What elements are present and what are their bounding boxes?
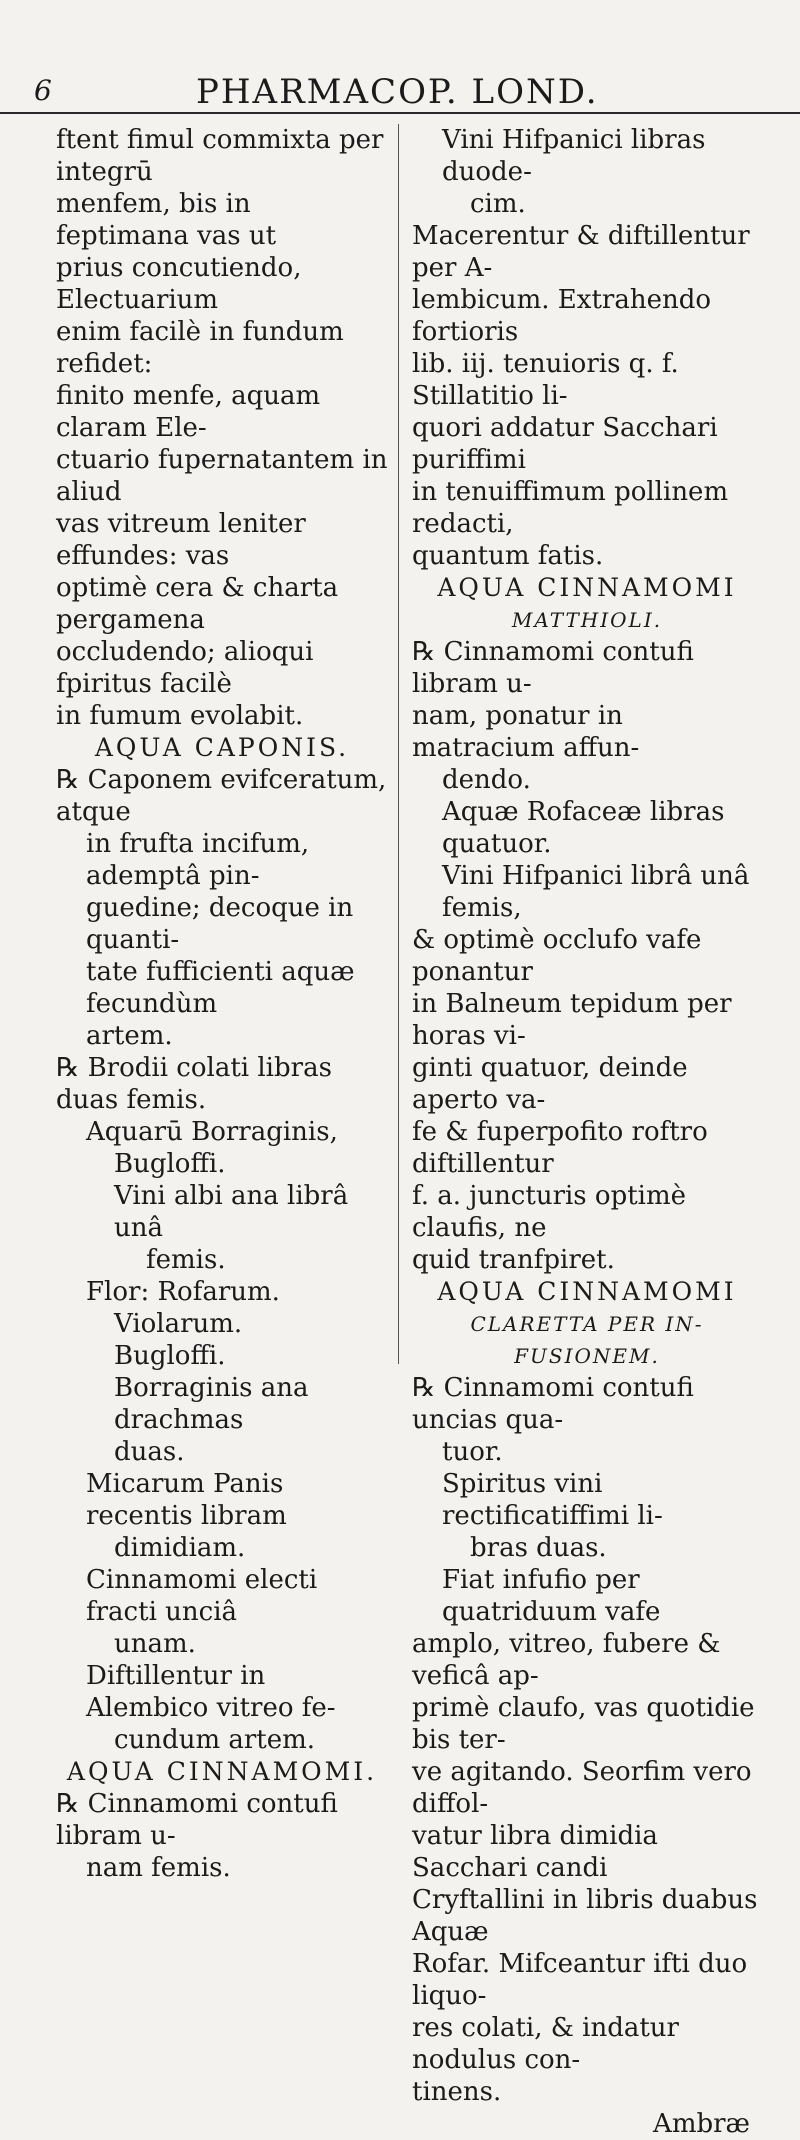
text-line: ℞ Cinnamomi contufi uncias qua- <box>412 1373 694 1435</box>
ingredient-line: Violarum. <box>114 1309 243 1339</box>
text-line: fe & fuperpofito roftro diftillentur <box>412 1117 708 1179</box>
text-line: cundum artem. <box>114 1725 316 1755</box>
text-line: Rofar. Mifceantur ifti duo liquo- <box>412 1949 748 2011</box>
text-line: occludendo; alioqui fpiritus facilè <box>56 637 314 699</box>
text-line: in Balneum tepidum per horas vi- <box>412 989 732 1051</box>
text-line: lembicum. Extrahendo fortioris <box>412 285 711 347</box>
ingredient-line: dimidiam. <box>114 1533 246 1563</box>
section-subheading-matthioli: MATTHIOLI. <box>511 608 663 632</box>
recipe-cinnamomi-continued <box>412 124 762 572</box>
ingredient-line: Vini Hifpanici librâ unâ femis, <box>442 861 750 923</box>
ingredient-line: Vini albi ana librâ unâ <box>114 1181 349 1243</box>
text-line: quantum fatis. <box>412 541 604 571</box>
text-line: tate fufficienti aquæ fecundùm <box>86 957 355 1019</box>
text-line: in frufta incifum, ademptâ pin- <box>86 829 310 891</box>
text-line: optimè cera & charta pergamena <box>56 573 339 635</box>
text-line: Diftillentur in Alembico vitreo fe- <box>86 1661 336 1723</box>
ingredient-line: unam. <box>114 1629 196 1659</box>
text-line: res colati, & indatur nodulus con- <box>412 2013 679 2075</box>
text-line: ℞ Cinnamomi contufi libram u- <box>412 637 694 699</box>
text-line: ctuario fupernatantem in aliud <box>56 445 388 507</box>
text-line: nam, ponatur in matracium affun- <box>412 701 640 763</box>
section-heading-aqua-cinnamomi: AQUA CINNAMOMI. <box>66 1757 378 1786</box>
text-line: primè claufo, vas quotidie bis ter- <box>412 1693 755 1755</box>
text-line: guedine; decoque in quanti- <box>86 893 354 955</box>
text-line: quori addatur Sacchari puriffimi <box>412 413 718 475</box>
text-line: finito menfe, aquam claram Ele- <box>56 381 321 443</box>
section-subheading-claretta: CLARETTA PER IN- <box>470 1312 704 1336</box>
ingredient-line: Spiritus vini rectificatiffimi li- <box>442 1469 663 1531</box>
ingredient-line: Flor: Rofarum. <box>86 1277 280 1307</box>
intro-paragraph <box>56 124 388 732</box>
text-line: tuor. <box>442 1437 503 1467</box>
text-line: amplo, vitreo, fubere & veficâ ap- <box>412 1629 721 1691</box>
ingredient-line: duas. <box>114 1437 185 1467</box>
text-line: enim facilè in fundum refidet: <box>56 317 344 379</box>
section-heading-aqua-caponis: AQUA CAPONIS. <box>94 733 350 762</box>
text-line: vas vitreum leniter effundes: vas <box>56 509 306 571</box>
text-line: ℞ Cinnamomi contufi libram u- <box>56 1789 338 1851</box>
section-heading-aqua-cinnamomi-claretta: AQUA CINNAMOMI <box>437 1277 737 1306</box>
ingredient-line: bras duas. <box>470 1533 607 1563</box>
text-line: tinens. <box>412 2077 502 2107</box>
left-column <box>56 124 388 1884</box>
running-title: PHARMACOP. LOND. <box>196 72 599 112</box>
text-line: quid tranfpiret. <box>412 1245 615 1275</box>
text-line: menfem, bis in feptimana vas ut <box>56 189 277 251</box>
ingredient-line: Borraginis ana drachmas <box>114 1373 309 1435</box>
text-line: in fumum evolabit. <box>56 701 304 731</box>
ingredient-line: Aquæ Rofaceæ libras quatuor. <box>442 797 725 859</box>
text-line: ginti quatuor, deinde aperto va- <box>412 1053 688 1115</box>
text-line: Fiat infufio per quatriduum vafe <box>442 1565 661 1627</box>
recipe-claretta <box>412 1372 762 2108</box>
text-line: in tenuiffimum pollinem redacti, <box>412 477 729 539</box>
text-line: ftent fimul commixta per integrū <box>56 125 384 187</box>
ingredient-line: Micarum Panis recentis libram <box>86 1469 287 1531</box>
text-line: ve agitando. Seorfim vero diffol- <box>412 1757 752 1819</box>
catchword: Ambræ <box>653 2109 750 2139</box>
recipe-cinnamomi <box>56 1788 388 1884</box>
page-number: 6 <box>34 74 52 107</box>
recipe-matthioli <box>412 636 762 1276</box>
ingredient-line: Cinnamomi electi fracti unciâ <box>86 1565 318 1627</box>
ingredient-line: ℞ Brodii colati libras duas femis. <box>56 1053 332 1115</box>
ingredient-line: Aquarū Borraginis, <box>86 1117 338 1147</box>
ingredient-line: Vini Hifpanici libras duode- <box>442 125 706 187</box>
column-divider <box>398 124 399 1364</box>
text-line: Cryftallini in libris duabus Aquæ <box>412 1885 758 1947</box>
text-line: vatur libra dimidia Sacchari candi <box>412 1821 658 1883</box>
section-subheading-claretta: FUSIONEM. <box>514 1344 660 1368</box>
ingredient-line: Bugloffi. <box>114 1149 226 1179</box>
text-line: & optimè occlufo vafe ponantur <box>412 925 702 987</box>
right-column <box>412 124 762 2140</box>
text-line: f. a. juncturis optimè claufis, ne <box>412 1181 687 1243</box>
text-line: lib. iij. tenuioris q. f. Stillatitio li- <box>412 349 679 411</box>
text-line: prius concutiendo, Electuarium <box>56 253 302 315</box>
text-line: artem. <box>86 1021 173 1051</box>
page-header <box>0 72 800 114</box>
ingredient-line: femis. <box>146 1245 226 1275</box>
text-line: nam femis. <box>86 1853 231 1883</box>
text-line: dendo. <box>442 765 531 795</box>
section-heading-aqua-cinnamomi-matthioli: AQUA CINNAMOMI <box>437 573 737 602</box>
ingredient-line: Bugloffi. <box>114 1341 226 1371</box>
ingredient-line: cim. <box>470 189 526 219</box>
text-line: ℞ Caponem evifceratum, atque <box>56 765 387 827</box>
recipe-caponis <box>56 764 388 1756</box>
text-line: Macerentur & diftillentur per A- <box>412 221 750 283</box>
